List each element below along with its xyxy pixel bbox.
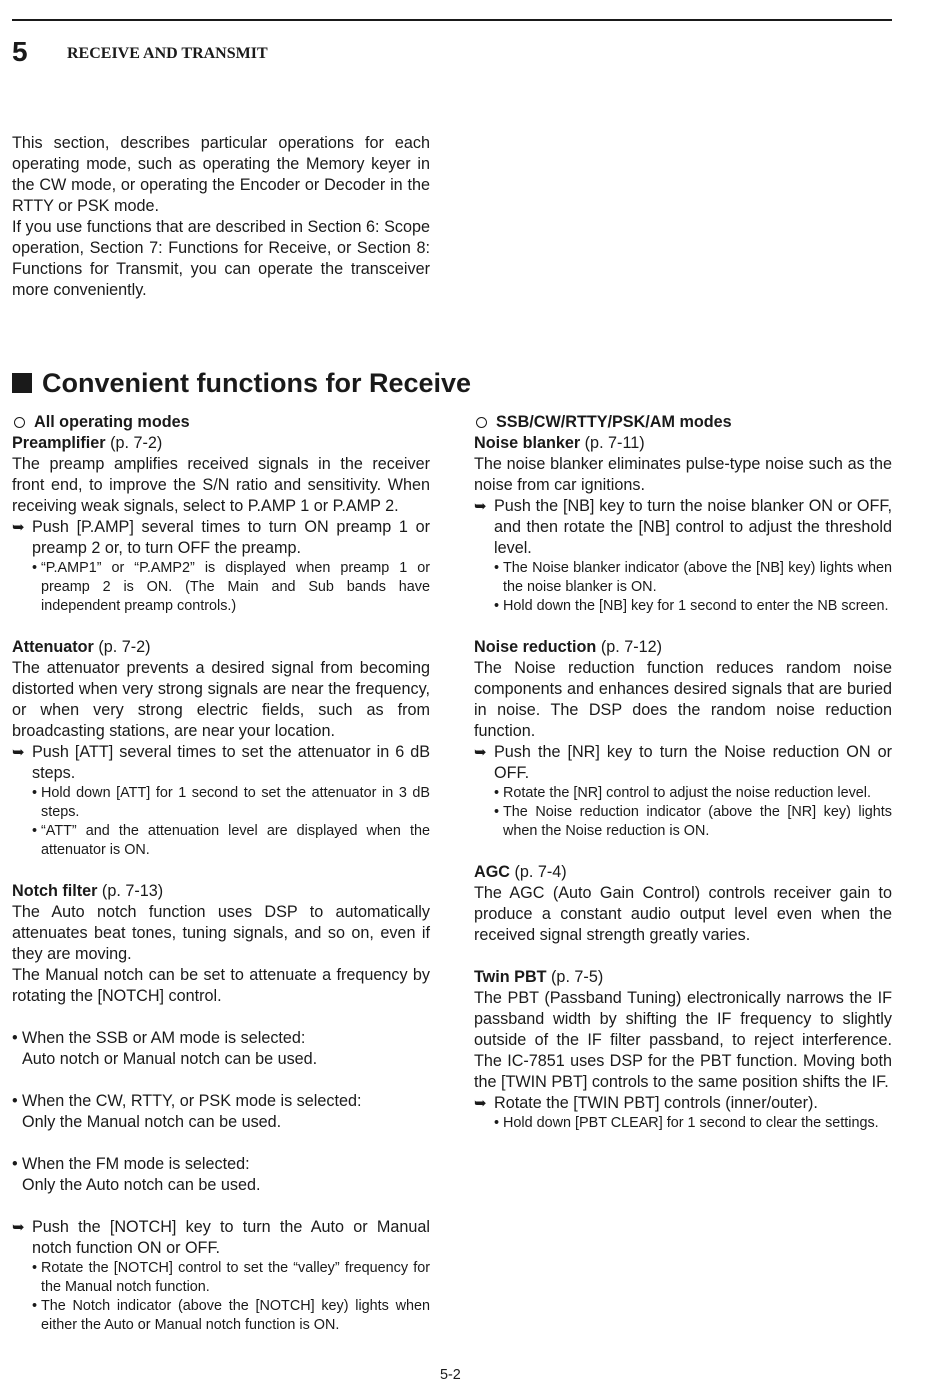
- arrow-icon: ➥: [12, 519, 25, 536]
- attenuator-note: • Hold down [ATT] for 1 second to set the attenuator in 3 dB steps.: [32, 785, 430, 820]
- attenuator-step: ➥ Push [ATT] several times to set the attenuator in 6 dB steps.: [12, 743, 430, 782]
- attenuator-body: The attenuator prevents a desired signal from becoming distorted when very strong signals are near the frequency, or when very strong electric fields, such as from broadcasting stations, are near your location.: [12, 659, 430, 740]
- arrow-icon: ➥: [12, 744, 25, 761]
- arrow-icon: ➥: [474, 744, 487, 761]
- arrow-icon: ➥: [474, 1095, 487, 1112]
- section-title: Convenient functions for Receive: [42, 368, 472, 398]
- notch-body-1: The Auto notch function uses DSP to automatically attenuates beat tones, tuning signals, and so on, even if they are moving.: [12, 903, 430, 963]
- circle-bullet-icon: [476, 417, 487, 428]
- subheading-all-modes: All operating modes: [12, 412, 430, 433]
- preamp-note: • “P.AMP1” or “P.AMP2” is displayed when preamp 1 or preamp 2 is ON. (The Main and Sub bands have independent preamp controls.): [32, 560, 430, 614]
- noise-reduction-note: • The Noise reduction indicator (above the [NR] key) lights when the Noise reduction is ON.: [494, 804, 892, 839]
- twin-pbt-body: The PBT (Passband Tuning) electronically narrows the IF passband width by shifting the IF frequency to slightly outside of the IF filter passband, to reject interference. The IC-7851 uses DSP for the PBT function. Moving both the [TWIN PBT] controls to the same position shifts the IF.: [474, 989, 892, 1091]
- notch-bullet-detail: Only the Manual notch can be used.: [22, 1113, 282, 1131]
- noise-reduction-step: ➥ Push the [NR] key to turn the Noise reduction ON or OFF.: [474, 743, 892, 782]
- attenuator-title: Attenuator (p. 7-2): [12, 638, 151, 656]
- noise-blanker-note: • The Noise blanker indicator (above the [NB] key) lights when the noise blanker is ON.: [494, 560, 892, 595]
- notch-bullet: • When the CW, RTTY, or PSK mode is selected:: [12, 1092, 362, 1110]
- notch-note: • The Notch indicator (above the [NOTCH] key) lights when either the Auto or Manual notch function is ON.: [32, 1298, 430, 1333]
- attenuator-note: • “ATT” and the attenuation level are displayed when the attenuator is ON.: [32, 823, 430, 858]
- twin-pbt-title: Twin PBT (p. 7-5): [474, 968, 604, 986]
- twin-pbt-note: • Hold down [PBT CLEAR] for 1 second to clear the settings.: [494, 1115, 879, 1131]
- chapter-number: 5: [12, 36, 28, 67]
- noise-reduction-body: The Noise reduction function reduces random noise components and enhances desired signals that are buried in noise. The DSP does the random noise reduction function.: [474, 659, 892, 740]
- arrow-icon: ➥: [12, 1219, 25, 1236]
- noise-blanker-title: Noise blanker (p. 7-11): [474, 434, 645, 452]
- arrow-icon: ➥: [474, 498, 487, 515]
- notch-bullet-detail: Only the Auto notch can be used.: [22, 1176, 261, 1194]
- twin-pbt-step: ➥ Rotate the [TWIN PBT] controls (inner/outer).: [474, 1094, 818, 1112]
- chapter-title: RECEIVE AND TRANSMIT: [67, 45, 268, 62]
- noise-reduction-note: • Rotate the [NR] control to adjust the noise reduction level.: [494, 785, 871, 801]
- subheading-ssb-modes: SSB/CW/RTTY/PSK/AM modes: [474, 412, 892, 433]
- agc-title: AGC (p. 7-4): [474, 863, 567, 881]
- notch-title: Notch filter (p. 7-13): [12, 882, 164, 900]
- intro: [12, 133, 430, 301]
- page-number: 5-2: [440, 1367, 461, 1383]
- preamp-step: ➥ Push [P.AMP] several times to turn ON preamp 1 or preamp 2 or, to turn OFF the preamp.: [12, 518, 430, 557]
- notch-bullet: • When the FM mode is selected:: [12, 1155, 250, 1173]
- preamp-body: The preamp amplifies received signals in the receiver front end, to improve the S/N ratio and sensitivity. When receiving weak signals, select to P.AMP 1 or P.AMP 2.: [12, 455, 430, 515]
- noise-blanker-note: • Hold down the [NB] key for 1 second to enter the NB screen.: [494, 598, 889, 614]
- noise-reduction-title: Noise reduction (p. 7-12): [474, 638, 663, 656]
- square-bullet-icon: [12, 373, 32, 393]
- notch-note: • Rotate the [NOTCH] control to set the “valley” frequency for the Manual notch function.: [32, 1260, 430, 1295]
- left-column: [12, 412, 430, 1335]
- circle-bullet-icon: [14, 417, 25, 428]
- notch-body-2: The Manual notch can be set to attenuate a frequency by rotating the [NOTCH] control.: [12, 966, 430, 1005]
- section-heading: [12, 366, 471, 400]
- preamp-title: Preamplifier (p. 7-2): [12, 434, 163, 452]
- agc-body: The AGC (Auto Gain Control) controls receiver gain to produce a constant audio output level even when the received signal strength greatly varies.: [474, 884, 892, 944]
- notch-bullet: • When the SSB or AM mode is selected:: [12, 1029, 306, 1047]
- header-rule: [12, 19, 892, 21]
- notch-bullet-detail: Auto notch or Manual notch can be used.: [22, 1050, 318, 1068]
- intro-paragraph-1: This section, describes particular operations for each operating mode, such as operating the Memory keyer in the CW mode, or operating the Encoder or Decoder in the RTTY or PSK mode.: [12, 134, 430, 215]
- intro-paragraph-2: If you use functions that are described in Section 6: Scope operation, Section 7: Functions for Receive, or Section 8: Functions for Transmit, you can operate the transceiver more conveniently.: [12, 218, 430, 299]
- noise-blanker-body: The noise blanker eliminates pulse-type noise such as the noise from car ignitions.: [474, 455, 892, 494]
- right-column: [474, 412, 892, 1133]
- notch-step: ➥ Push the [NOTCH] key to turn the Auto or Manual notch function ON or OFF.: [12, 1218, 430, 1257]
- noise-blanker-step: ➥ Push the [NB] key to turn the noise blanker ON or OFF, and then rotate the [NB] control to adjust the threshold level.: [474, 497, 892, 557]
